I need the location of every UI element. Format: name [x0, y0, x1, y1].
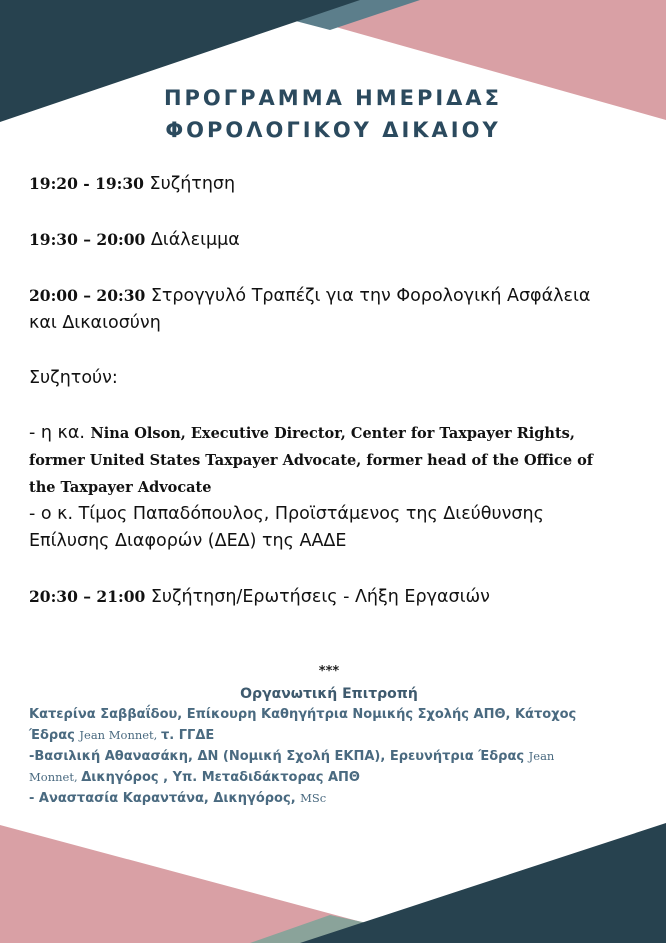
committee-title: Οργανωτική Επιτροπή: [240, 686, 418, 702]
schedule-text: Διάλειμμα: [145, 230, 240, 250]
speaker-2-line-1: - ο κ. Τίμος Παπαδόπουλος, Προϊστάμενος της Διεύθυνσης: [29, 504, 544, 524]
committee-member-2: [29, 746, 629, 788]
schedule-time: 20:00 – 20:30: [29, 286, 146, 305]
schedule-text: Συζήτηση: [143, 174, 236, 194]
speaker-1-prefix: - η κα.: [29, 423, 91, 443]
speaker-1-name: Nina Olson, Executive Director, Center for Taxpayer Rights,: [90, 425, 575, 442]
schedule-text: Στρογγυλό Τραπέζι για την Φορολογική Ασφάλεια: [145, 286, 591, 306]
member-2-text-c: Monnet,: [29, 770, 82, 784]
page-title: [0, 82, 666, 146]
member-3-text: - Αναστασία Καραντάνα, Δικηγόρος,: [29, 791, 301, 806]
speaker-1-line-1: [29, 420, 629, 447]
member-2-text-b: Jean: [528, 749, 555, 763]
schedule-time: 19:20 - 19:30: [29, 174, 144, 193]
speaker-1-line-2: former United States Taxpayer Advocate, former head of the Office of: [29, 452, 594, 469]
speaker-1-line-3: the Taxpayer Advocate: [29, 479, 212, 496]
program-content: [29, 170, 629, 611]
schedule-item: [29, 282, 629, 310]
committee-member-3: [29, 788, 629, 809]
separator-stars: ***: [318, 664, 340, 679]
schedule-text-cont: και Δικαιοσύνη: [29, 313, 161, 333]
member-2-text: -Βασιλική Αθανασάκη, ΔΝ (Νομική Σχολή ΕΚΠΑ), Ερευνήτρια Έδρας: [29, 749, 529, 764]
schedule-text: Συζήτηση/Ερωτήσεις - Λήξη Εργασιών: [145, 587, 490, 607]
member-3-text-b: MSc: [300, 791, 327, 805]
member-1-text-b: Έδρας: [29, 728, 80, 743]
title-line-2: ΦΟΡΟΛΟΓΙΚΟΥ ΔΙΚΑΙΟΥ: [165, 118, 501, 142]
title-line-1: ΠΡΟΓΡΑΜΜΑ ΗΜΕΡΙΔΑΣ: [163, 86, 503, 110]
member-1-text-c: Jean Monnet,: [79, 728, 161, 742]
schedule-time: 20:30 – 21:00: [29, 587, 146, 606]
organizing-committee: [29, 664, 629, 809]
speakers-intro: Συζητούν:: [29, 368, 118, 388]
member-1-text-d: τ. ΓΓΔΕ: [161, 728, 215, 743]
schedule-item-final: [29, 583, 629, 611]
schedule-item: [29, 226, 629, 254]
schedule-time: 19:30 – 20:00: [29, 230, 146, 249]
schedule-item: [29, 170, 629, 198]
member-1-text: Κατερίνα Σαββαΐδου, Επίκουρη Καθηγήτρια Νομικής Σχολής ΑΠΘ, Κάτοχος: [29, 707, 577, 722]
committee-member-1: [29, 704, 629, 746]
member-2-text-d: Δικηγόρος , Υπ. Μεταδιδάκτορας ΑΠΘ: [81, 770, 360, 785]
speaker-2-line-2: Επίλυσης Διαφορών (ΔΕΔ) της ΑΑΔΕ: [29, 531, 347, 551]
